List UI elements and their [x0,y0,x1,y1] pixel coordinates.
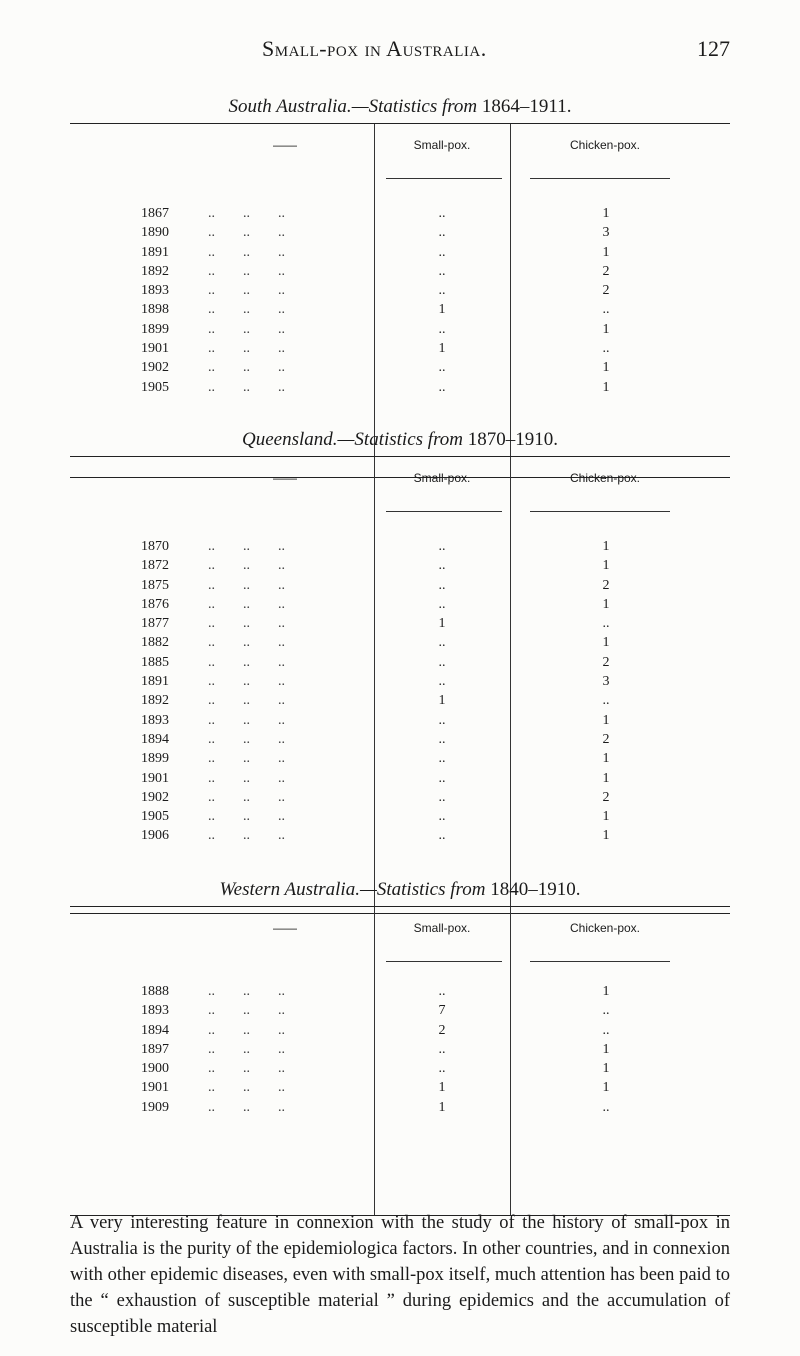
row-chickenpox-count: 1 [602,596,610,612]
statistics-table [70,456,730,914]
column-header-chickenpox: Chicken-pox. [569,471,641,485]
row-smallpox-count: .. [438,577,446,593]
row-year: 1867 [141,206,169,221]
row-leader-dots: .. .. .. [208,1022,285,1038]
section-title [70,875,730,905]
row-smallpox-count: 1 [438,616,446,632]
row-leader-dots: .. .. .. [208,321,285,337]
row-chickenpox-count: 3 [602,225,610,241]
row-year: 1900 [141,1061,169,1077]
row-smallpox-count: .. [438,828,446,844]
section-title [70,92,730,122]
section-label: Statistics [354,429,424,450]
table-row [70,807,730,826]
row-year: 1891 [141,244,169,260]
row-leader-dots: .. .. .. [208,539,285,554]
row-leader-dots: .. .. .. [208,712,285,728]
row-leader-dots: .. .. .. [208,731,285,747]
row-chickenpox-count: 1 [602,1061,610,1077]
row-smallpox-count: .. [438,225,446,241]
row-chickenpox-count: 1 [602,379,610,395]
header-rule-chickenpox [530,511,670,512]
row-chickenpox-count: 1 [602,809,610,825]
row-chickenpox-count: 1 [602,635,610,651]
row-chickenpox-count: .. [602,1099,610,1115]
row-chickenpox-count: 1 [602,244,610,260]
row-leader-dots: .. .. .. [208,635,285,651]
row-smallpox-count: 1 [438,302,446,318]
row-chickenpox-count: 1 [602,558,610,574]
row-smallpox-count: .. [438,263,446,279]
row-leader-dots: .. .. .. [208,654,285,670]
row-chickenpox-count: .. [602,1022,610,1038]
section-from-word: from [427,429,463,450]
column-header-chickenpox: Chicken-pox. [569,921,641,935]
row-year: 1872 [141,558,169,574]
row-year: 1899 [141,321,169,337]
row-year: 1897 [141,1041,169,1057]
table-row [70,1001,730,1020]
section-region: South Australia. [228,96,352,117]
row-year: 1890 [141,225,169,241]
statistics-section [70,92,730,395]
section-from-word: from [450,879,486,900]
section-title [70,425,730,455]
table-row [70,378,730,397]
body-paragraph: A very interesting feature in connexion with the study of the history of small-pox in Australia is the purity of the epidemiologica factors. In other countries, and in connexion with other epidemic diseases, even with small-pox itself, much attention has been paid to the “ exhaustion of susceptible material ” during epidemics and the accumulation of susceptible material [70,1213,730,1337]
row-year: 1892 [141,693,169,709]
table-row [70,982,730,1001]
statistics-section [70,875,730,1115]
table-row [70,633,730,652]
table-row [70,769,730,788]
table-row [70,537,730,556]
table-body [70,982,730,1117]
row-chickenpox-count: 2 [602,577,610,593]
table-row [70,653,730,672]
row-year: 1905 [141,379,169,395]
row-smallpox-count: .. [438,809,446,825]
row-year: 1882 [141,635,169,651]
row-chickenpox-count: 1 [602,828,610,844]
row-year: 1888 [141,984,169,999]
row-smallpox-count: .. [438,596,446,612]
title-dash: — [359,879,377,900]
row-smallpox-count: .. [438,379,446,395]
section-range: 1840–1910. [490,879,581,900]
row-smallpox-count: .. [438,244,446,260]
header-rule-smallpox [386,178,502,179]
row-smallpox-count: .. [438,731,446,747]
column-header-smallpox: Small-pox. [413,138,471,152]
section-region: Western Australia. [219,879,360,900]
row-year: 1885 [141,654,169,670]
section-from-word: from [441,96,478,117]
row-leader-dots: .. .. .. [208,751,285,767]
row-smallpox-count: 2 [438,1022,446,1038]
title-dash: — [351,96,369,117]
table-row [70,243,730,262]
table-row [70,730,730,749]
row-chickenpox-count: 2 [602,731,610,747]
row-year: 1893 [141,283,169,299]
row-leader-dots: .. .. .. [208,616,285,632]
table-row [70,320,730,339]
row-leader-dots: .. .. .. [208,379,285,395]
row-smallpox-count: .. [438,1041,446,1057]
table-row [70,300,730,319]
page-number: 127 [697,36,730,61]
row-leader-dots: .. .. .. [208,828,285,844]
row-leader-dots: .. .. .. [208,693,285,709]
table-row [70,595,730,614]
table-row [70,691,730,710]
column-header-blank: —— [273,921,297,935]
row-leader-dots: .. .. .. [208,558,285,574]
row-smallpox-count: .. [438,789,446,805]
row-leader-dots: .. .. .. [208,1003,285,1019]
row-smallpox-count: 7 [438,1003,446,1019]
row-year: 1877 [141,616,169,632]
row-year: 1870 [141,539,169,554]
row-leader-dots: .. .. .. [208,596,285,612]
column-header-smallpox: Small-pox. [413,471,471,485]
section-range: 1864–1911. [481,96,572,117]
row-chickenpox-count: 1 [602,712,610,728]
row-year: 1906 [141,828,169,844]
table-row [70,749,730,768]
row-chickenpox-count: 3 [602,674,610,690]
row-leader-dots: .. .. .. [208,809,285,825]
table-row [70,788,730,807]
column-header-blank: —— [273,138,297,152]
row-chickenpox-count: .. [602,302,610,318]
row-year: 1893 [141,1003,169,1019]
row-leader-dots: .. .. .. [208,674,285,690]
row-year: 1893 [141,712,169,728]
running-head [0,36,800,66]
row-chickenpox-count: 1 [602,751,610,767]
row-year: 1901 [141,341,169,357]
row-chickenpox-count: 1 [602,360,610,376]
table-body [70,537,730,846]
title-dash: — [337,429,355,450]
row-year: 1876 [141,596,169,612]
table-row [70,339,730,358]
row-leader-dots: .. .. .. [208,341,285,357]
section-label: Statistics [368,96,438,117]
row-leader-dots: .. .. .. [208,577,285,593]
row-smallpox-count: 1 [438,1080,446,1096]
row-year: 1909 [141,1099,169,1115]
table-row [70,1059,730,1078]
row-smallpox-count: .. [438,360,446,376]
row-chickenpox-count: 1 [602,1041,610,1057]
row-chickenpox-count: 2 [602,789,610,805]
table-row [70,204,730,223]
row-year: 1875 [141,577,169,593]
row-year: 1894 [141,731,169,747]
table-row [70,223,730,242]
table-row [70,262,730,281]
table-row [70,1098,730,1117]
row-chickenpox-count: .. [602,693,610,709]
table-row [70,281,730,300]
row-smallpox-count: 1 [438,341,446,357]
row-year: 1899 [141,751,169,767]
column-header-blank: —— [273,471,297,485]
table-row [70,711,730,730]
row-chickenpox-count: 1 [602,1080,610,1096]
row-smallpox-count: .. [438,984,446,999]
row-leader-dots: .. .. .. [208,206,285,221]
table-row [70,1040,730,1059]
row-year: 1894 [141,1022,169,1038]
header-rule-smallpox [386,511,502,512]
table-row [70,614,730,633]
row-year: 1901 [141,770,169,786]
row-chickenpox-count: 2 [602,654,610,670]
row-chickenpox-count: 1 [602,539,610,554]
row-smallpox-count: .. [438,674,446,690]
column-header-chickenpox: Chicken-pox. [569,138,641,152]
row-leader-dots: .. .. .. [208,360,285,376]
row-leader-dots: .. .. .. [208,1061,285,1077]
header-rule-chickenpox [530,961,670,962]
row-leader-dots: .. .. .. [208,1080,285,1096]
header-rule-smallpox [386,961,502,962]
row-chickenpox-count: .. [602,341,610,357]
table-row [70,1078,730,1097]
row-chickenpox-count: 1 [602,984,610,999]
header-rule-chickenpox [530,178,670,179]
row-chickenpox-count: 1 [602,206,610,221]
row-smallpox-count: .. [438,558,446,574]
section-region: Queensland. [242,429,338,450]
statistics-table [70,906,730,1216]
row-leader-dots: .. .. .. [208,770,285,786]
row-smallpox-count: .. [438,770,446,786]
row-leader-dots: .. .. .. [208,225,285,241]
row-chickenpox-count: 2 [602,263,610,279]
row-smallpox-count: .. [438,539,446,554]
row-smallpox-count: .. [438,712,446,728]
row-chickenpox-count: .. [602,1003,610,1019]
row-leader-dots: .. .. .. [208,244,285,260]
running-head-title: Small-pox in Australia. [262,36,487,61]
row-year: 1901 [141,1080,169,1096]
table-row [70,672,730,691]
row-smallpox-count: .. [438,321,446,337]
statistics-section [70,425,730,844]
section-range: 1870–1910. [467,429,558,450]
row-year: 1898 [141,302,169,318]
table-row [70,358,730,377]
row-year: 1902 [141,360,169,376]
table-body [70,204,730,397]
row-smallpox-count: .. [438,654,446,670]
table-row [70,576,730,595]
row-year: 1902 [141,789,169,805]
row-smallpox-count: .. [438,635,446,651]
row-chickenpox-count: 1 [602,770,610,786]
row-year: 1891 [141,674,169,690]
row-smallpox-count: 1 [438,693,446,709]
row-smallpox-count: .. [438,283,446,299]
table-row [70,826,730,845]
row-smallpox-count: .. [438,751,446,767]
row-chickenpox-count: 2 [602,283,610,299]
column-header-smallpox: Small-pox. [413,921,471,935]
row-leader-dots: .. .. .. [208,302,285,318]
row-leader-dots: .. .. .. [208,1099,285,1115]
row-leader-dots: .. .. .. [208,984,285,999]
row-year: 1905 [141,809,169,825]
row-smallpox-count: 1 [438,1099,446,1115]
row-leader-dots: .. .. .. [208,263,285,279]
row-year: 1892 [141,263,169,279]
table-row [70,1021,730,1040]
row-leader-dots: .. .. .. [208,1041,285,1057]
row-leader-dots: .. .. .. [208,789,285,805]
row-smallpox-count: .. [438,206,446,221]
table-row [70,556,730,575]
row-chickenpox-count: 1 [602,321,610,337]
row-leader-dots: .. .. .. [208,283,285,299]
section-label: Statistics [376,879,446,900]
row-smallpox-count: .. [438,1061,446,1077]
row-chickenpox-count: .. [602,616,610,632]
